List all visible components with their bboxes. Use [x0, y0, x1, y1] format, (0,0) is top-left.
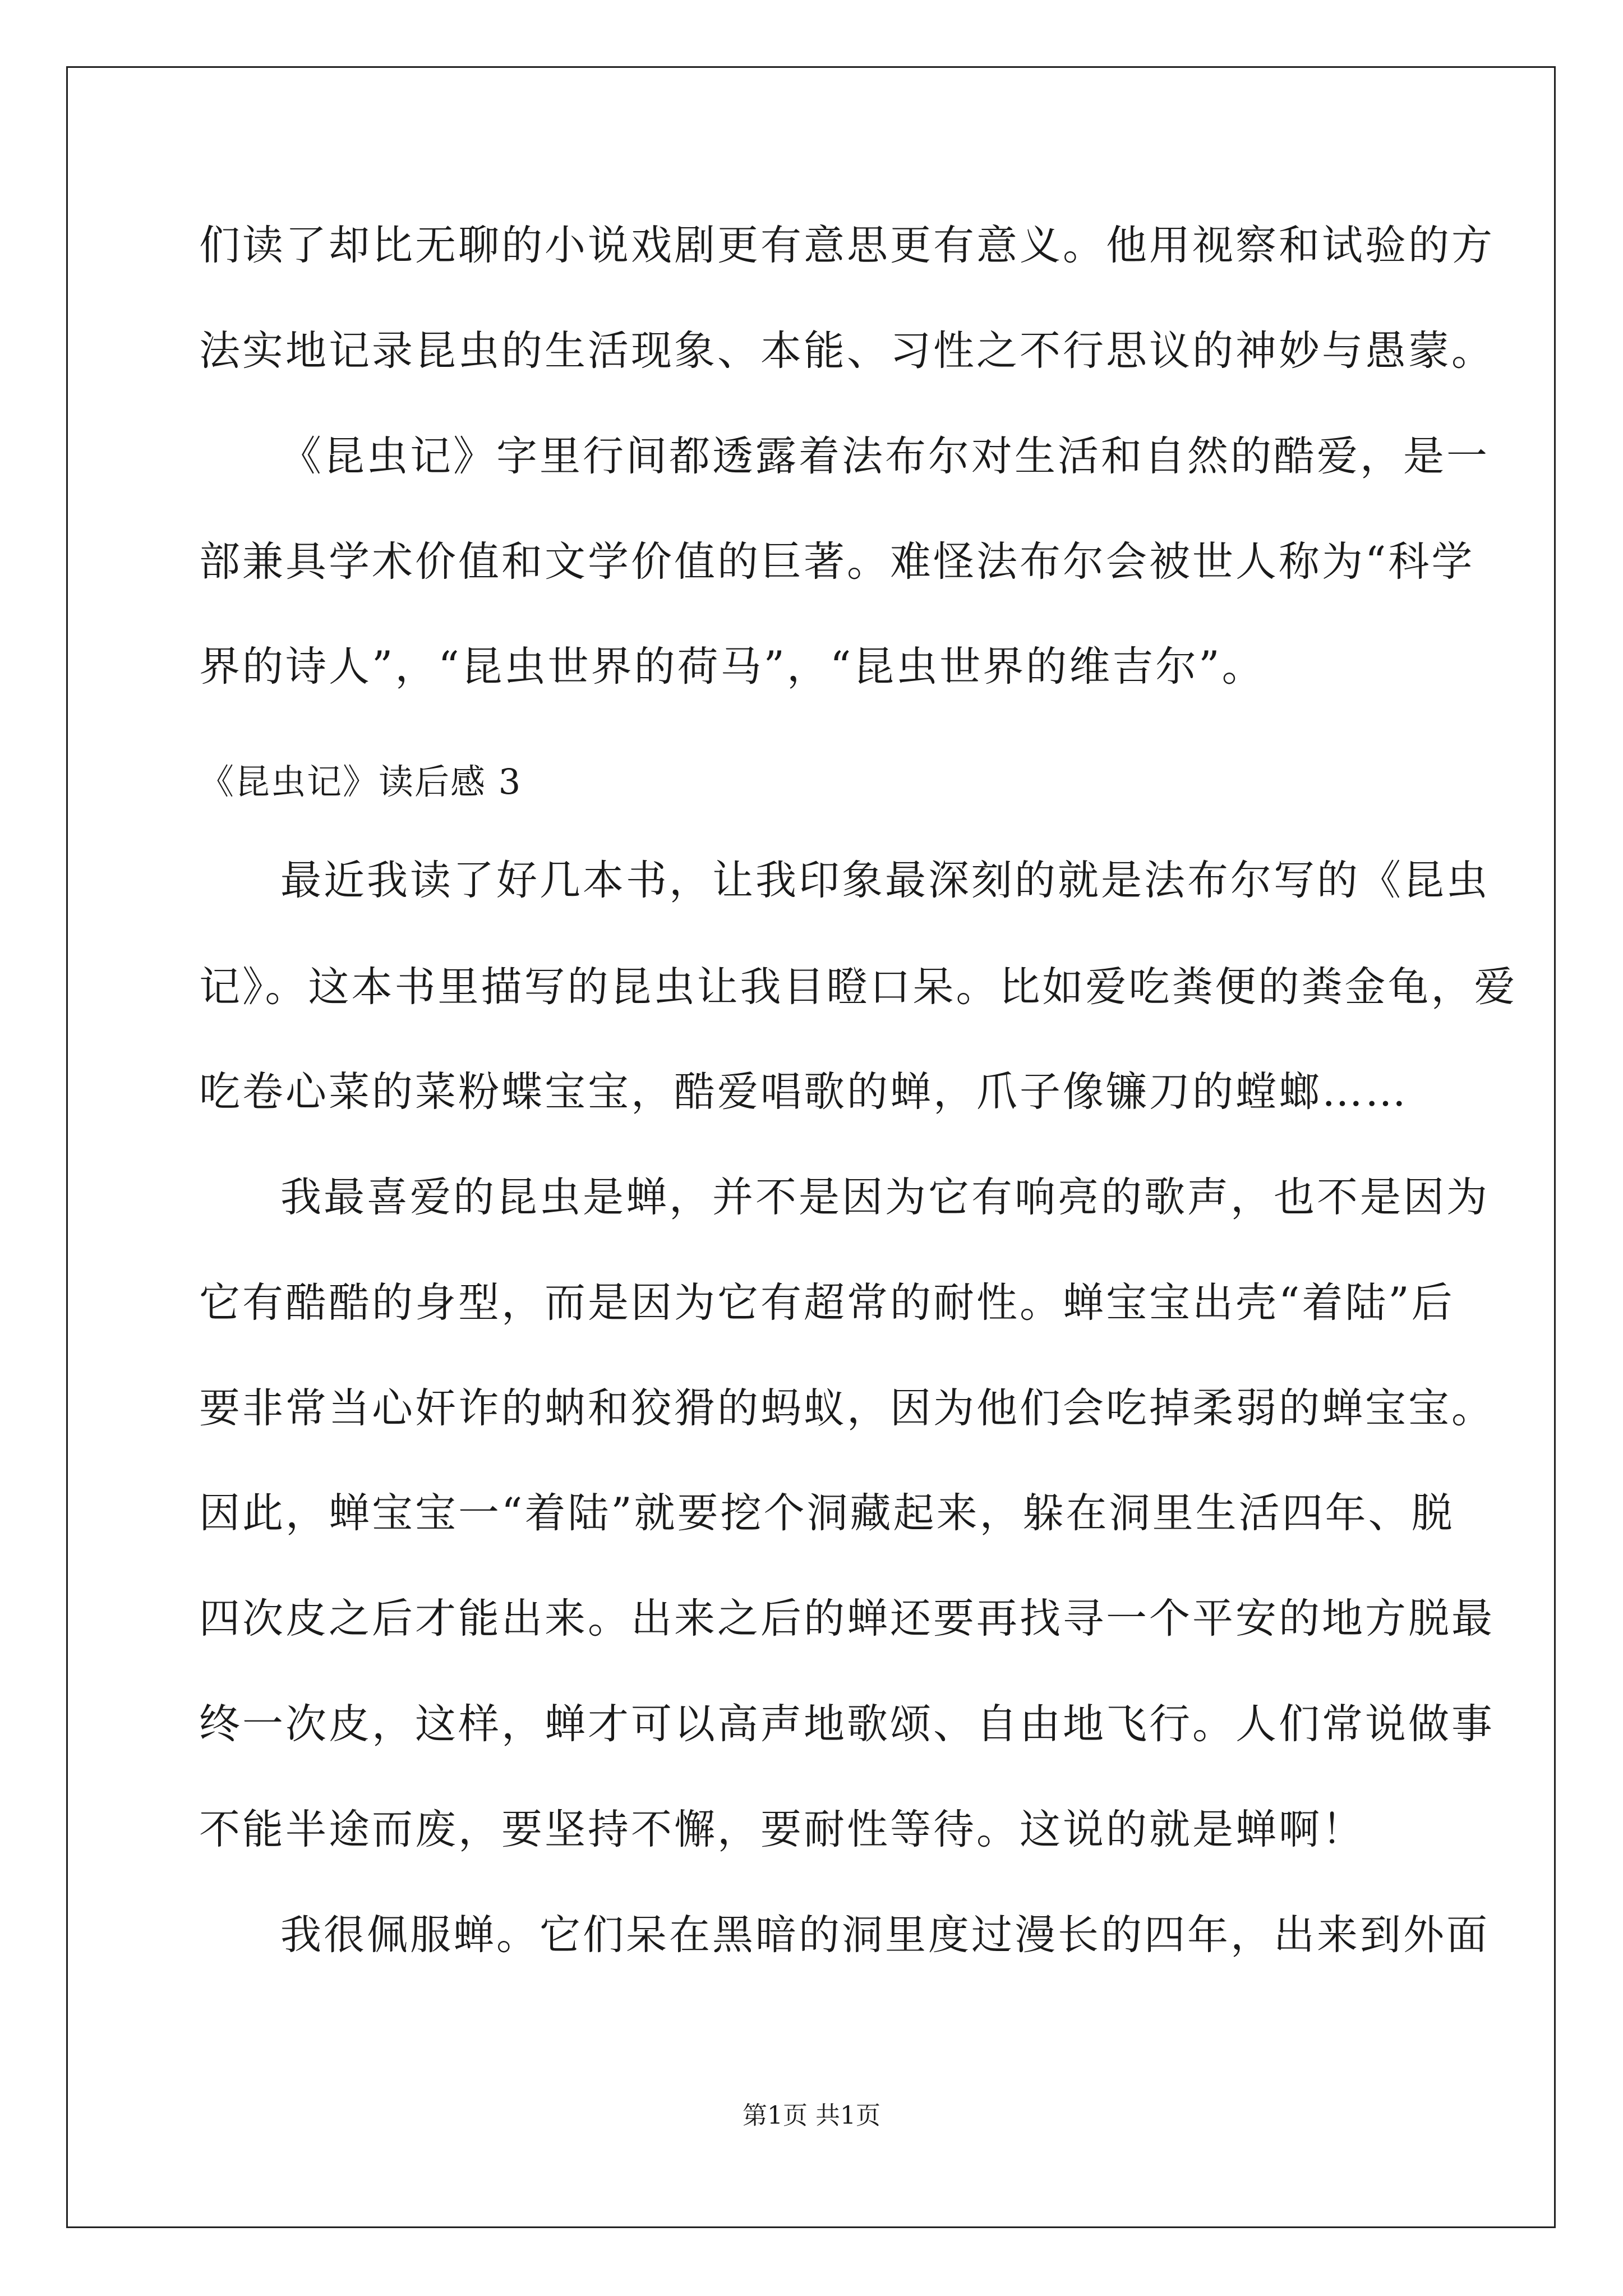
paragraph-start-line: 我最喜爱的昆虫是蝉，并不是因为它有响亮的歌声，也不是因为	[280, 1174, 1490, 1221]
paragraph-start-line: 最近我读了好几本书，让我印象最深刻的就是法布尔写的《昆虫	[280, 857, 1490, 904]
text-line: 终一次皮，这样，蝉才可以高声地歌颂、自由地飞行。人们常说做事	[199, 1700, 1495, 1748]
text-line: 部兼具学术价值和文学价值的巨著。难怪法布尔会被世人称为“科学	[199, 538, 1475, 586]
text-line: 记》。这本书里描写的昆虫让我目瞪口呆。比如爱吃粪便的粪金龟，爱	[199, 963, 1518, 1011]
text-line: 因此，蝉宝宝一“着陆”就要挖个洞藏起来，躲在洞里生活四年、脱	[199, 1489, 1455, 1537]
page-border	[66, 66, 1556, 2228]
text-line: 法实地记录昆虫的生活现象、本能、习性之不行思议的神妙与愚蒙。	[199, 327, 1495, 375]
text-line: 它有酷酷的身型，而是因为它有超常的耐性。蝉宝宝出壳“着陆”后	[199, 1279, 1455, 1327]
paragraph-start-line: 我很佩服蝉。它们呆在黑暗的洞里度过漫长的四年，出来到外面	[280, 1911, 1490, 1959]
section-heading: 《昆虫记》读后感 3	[199, 761, 522, 802]
text-line: 要非常当心奸诈的蚋和狡猾的蚂蚁，因为他们会吃掉柔弱的蝉宝宝。	[199, 1384, 1495, 1432]
paragraph-start-line: 《昆虫记》字里行间都透露着法布尔对生活和自然的酷爱，是一	[280, 432, 1490, 480]
page-footer: 第1页 共1页	[743, 2101, 880, 2130]
text-line: 不能半途而废，要坚持不懈，要耐性等待。这说的就是蝉啊！	[199, 1806, 1365, 1853]
text-line: 四次皮之后才能出来。出来之后的蝉还要再找寻一个平安的地方脱最	[199, 1595, 1495, 1642]
text-line: 界的诗人”，“昆虫世界的荷马”，“昆虫世界的维吉尔”。	[199, 643, 1265, 691]
text-line: 吃卷心菜的菜粉蝶宝宝，酷爱唱歌的蝉，爪子像镰刀的螳螂……	[199, 1068, 1408, 1116]
text-line: 们读了却比无聊的小说戏剧更有意思更有意义。他用视察和试验的方	[199, 222, 1495, 269]
